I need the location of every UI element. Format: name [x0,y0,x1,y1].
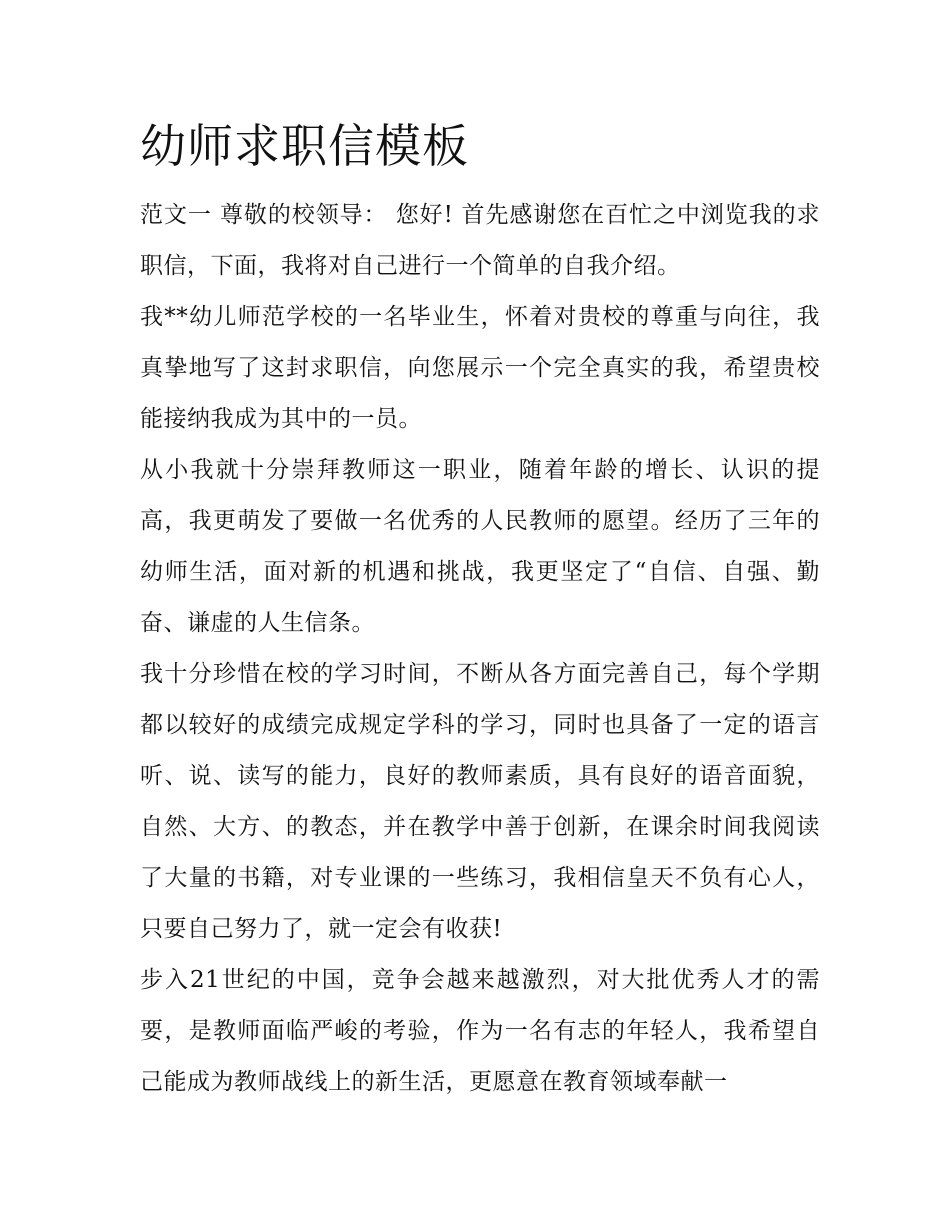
paragraph-greeting: 范文一 尊敬的校领导： 您好! 首先感谢您在百忙之中浏览我的求职信，下面，我将对自己进行一个简单的自我介绍。 [140,202,820,279]
paragraph-aspiration: 从小我就十分崇拜教师这一职业，随着年龄的增长、认识的提高，我更萌发了要做一名优秀的人民教师的愿望。经历了三年的幼师生活，面对新的机遇和挑战，我更坚定了“自信、自强、勤奋、谦虚的人生信条。 [140,457,820,636]
paragraph-study: 我十分珍惜在校的学习时间，不断从各方面完善自己，每个学期都以较好的成绩完成规定学科的学习，同时也具备了一定的语言听、说、读写的能力，良好的教师素质，具有良好的语音面貌，自然、大方、的教态，并在教学中善于创新，在课余时间我阅读了大量的书籍，对专业课的一些练习，我相信皇天不负有心人，只要自己努力了，就一定会有收获! [140,661,820,942]
paragraph-future: 步入21世纪的中国，竞争会越来越激烈，对大批优秀人才的需要，是教师面临严峻的考验，作为一名有志的年轻人，我希望自己能成为教师战线上的新生活，更愿意在教育领域奉献一 [140,967,820,1095]
document-title: 幼师求职信模板 [140,119,469,173]
document-body [140,110,820,1108]
paragraph-introduction: 我**幼儿师范学校的一名毕业生，怀着对贵校的尊重与向往，我真挚地写了这封求职信，向您展示一个完全真实的我，希望贵校能接纳我成为其中的一员。 [140,304,820,432]
